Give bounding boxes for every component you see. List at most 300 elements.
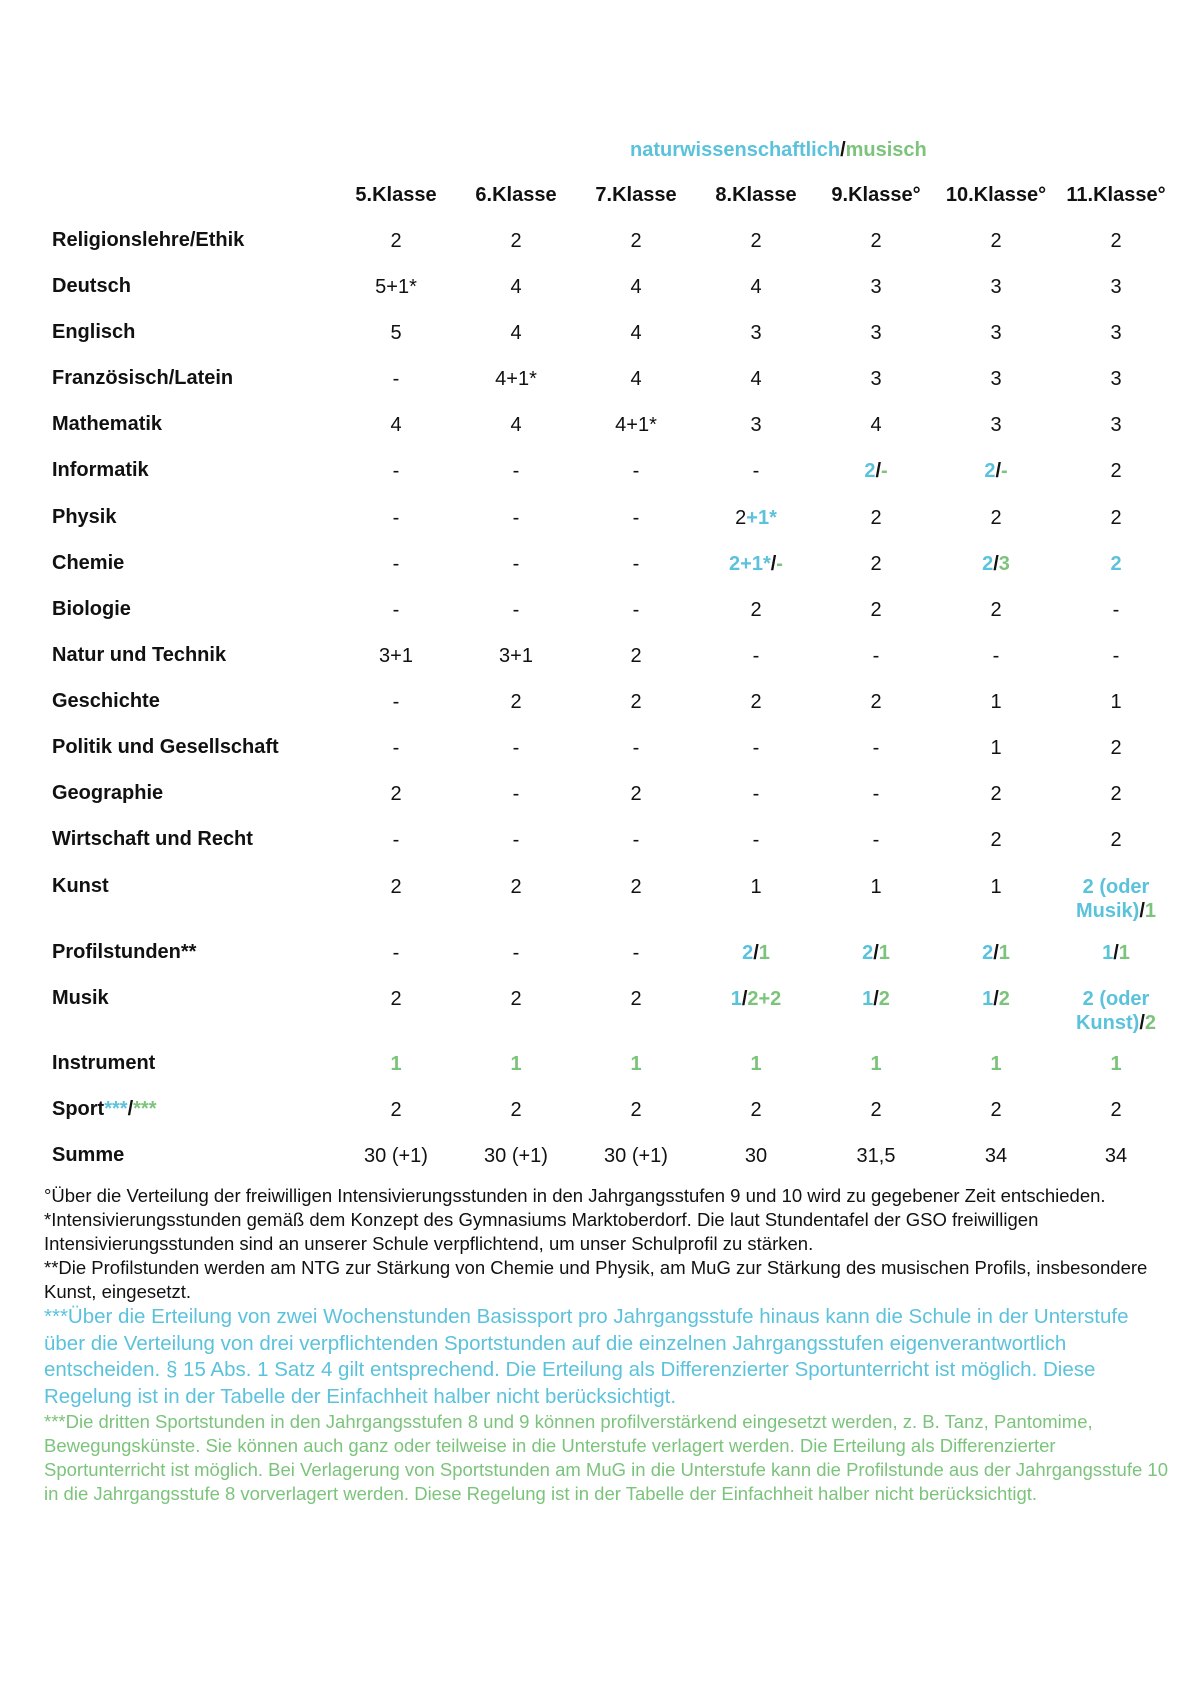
cell-klasse-8 xyxy=(696,828,816,852)
subject-name: Profilstunden** xyxy=(52,941,197,963)
cell-klasse-7 xyxy=(576,1098,696,1122)
subject-label xyxy=(52,367,352,390)
cell-klasse-9 xyxy=(816,459,936,483)
cell-klasse-7 xyxy=(576,1052,696,1076)
cell-klasse-9 xyxy=(816,782,936,806)
column-header-5: 5.Klasse xyxy=(355,184,437,206)
cell-value: 1 xyxy=(870,876,882,898)
cell-value: - xyxy=(392,829,400,851)
cell-klasse-10 xyxy=(936,736,1056,760)
subject-name: Physik xyxy=(52,506,117,528)
cell-klasse-5 xyxy=(336,552,456,576)
subject-name: Französisch/Latein xyxy=(52,367,234,389)
subject-label xyxy=(52,828,352,851)
cell-klasse-7 xyxy=(576,506,696,530)
cell-klasse-9 xyxy=(816,1052,936,1076)
cell-klasse-6 xyxy=(456,459,576,483)
cell-value: 2 xyxy=(870,691,882,713)
cell-klasse-11 xyxy=(1056,321,1176,345)
cell-value: - xyxy=(512,599,520,621)
cell-value: 2 xyxy=(870,599,882,621)
cell-klasse-8 xyxy=(696,275,816,299)
cell-value: 4+1* xyxy=(495,368,537,390)
subject-suffix-green: *** xyxy=(133,1098,157,1120)
cell-value: 1 xyxy=(998,942,1010,964)
cell-value: - xyxy=(632,737,640,759)
cell-klasse-10 xyxy=(936,941,1056,965)
cell-value: - xyxy=(752,829,760,851)
cell-value: 5 xyxy=(390,322,402,344)
cell-klasse-9 xyxy=(816,321,936,345)
cell-value: 2 xyxy=(750,1099,762,1121)
cell-value: 1 xyxy=(1144,900,1157,922)
subject-label xyxy=(52,782,352,805)
subject-name: Kunst xyxy=(52,875,109,897)
cell-klasse-6 xyxy=(456,413,576,437)
cell-klasse-11 xyxy=(1056,875,1176,923)
cell-value: - xyxy=(392,460,400,482)
cell-value: / xyxy=(1139,900,1145,922)
cell-value: - xyxy=(512,553,520,575)
cell-klasse-8 xyxy=(696,367,816,391)
cell-value: / xyxy=(741,988,748,1010)
cell-value: 2 xyxy=(870,1099,882,1121)
subject-label xyxy=(52,690,352,713)
cell-value: - xyxy=(752,783,760,805)
cell-klasse-10 xyxy=(936,782,1056,806)
cell-value: 1 xyxy=(1118,942,1130,964)
cell-value: 2 xyxy=(1110,230,1122,252)
cell-value: 2 xyxy=(990,507,1002,529)
cell-value: - xyxy=(392,737,400,759)
cell-value: - xyxy=(512,460,520,482)
cell-klasse-9 xyxy=(816,875,936,899)
cell-klasse-10 xyxy=(936,413,1056,437)
cell-klasse-11 xyxy=(1056,229,1176,253)
cell-klasse-10 xyxy=(936,828,1056,852)
cell-value: - xyxy=(1112,599,1120,621)
column-header-9: 9.Klasse° xyxy=(831,184,921,206)
cell-value: / xyxy=(873,988,879,1010)
cell-value: 2 xyxy=(990,783,1002,805)
cell-klasse-11 xyxy=(1056,459,1176,483)
cell-value: 2 xyxy=(864,460,876,482)
cell-klasse-8 xyxy=(696,875,816,899)
footnote-triple-star-green: ***Die dritten Sportstunden in den Jahrgangsstufen 8 und 9 können profilverstärkend eingesetzt werden, z. B. Tanz, Pantomime, Bewegungskünste. Sie können auch ganz oder teilweise in die Unterstufe verlagert werden. Die Erteilung als Differenzierter Sportunterricht ist möglich. Bei Verlagerung von Sportstunden am MuG in die Unterstufe kann die Profilstunde aus der Jahrgangsstufe 10 in die Jahrgangsstufe 8 vorverlagert werden. Diese Regelung ist in der Tabelle der Einfachheit halber nicht berücksichtigt. xyxy=(44,1411,1168,1504)
cell-klasse-8 xyxy=(696,644,816,668)
subject-name: Religionslehre/Ethik xyxy=(52,229,245,251)
cell-value: 2 xyxy=(630,691,642,713)
cell-value: - xyxy=(992,645,1000,667)
cell-value: / xyxy=(753,942,759,964)
cell-klasse-11 xyxy=(1056,275,1176,299)
subject-name: Politik und Gesellschaft xyxy=(52,736,279,758)
cell-klasse-7 xyxy=(576,875,696,899)
cell-value: 2 xyxy=(630,783,642,805)
legend-musisch: musisch xyxy=(845,139,927,161)
cell-klasse-11 xyxy=(1056,690,1176,714)
cell-klasse-5 xyxy=(336,413,456,437)
subject-name: Summe xyxy=(52,1144,125,1166)
cell-klasse-9 xyxy=(816,690,936,714)
cell-value: / xyxy=(993,942,999,964)
cell-value: - xyxy=(392,942,400,964)
cell-klasse-8 xyxy=(696,598,816,622)
cell-value: 2 xyxy=(1144,1012,1156,1034)
cell-value: 2 xyxy=(510,876,522,898)
cell-klasse-11 xyxy=(1056,828,1176,852)
cell-value: 2 xyxy=(390,230,402,252)
cell-klasse-9 xyxy=(816,229,936,253)
cell-value: - xyxy=(632,829,640,851)
cell-klasse-9 xyxy=(816,828,936,852)
cell-value: 4 xyxy=(510,322,522,344)
cell-klasse-11 xyxy=(1056,1098,1176,1122)
cell-value: 3 xyxy=(750,322,762,344)
cell-value: 1 xyxy=(990,876,1002,898)
cell-value: / xyxy=(770,553,777,575)
cell-klasse-5 xyxy=(336,229,456,253)
cell-klasse-9 xyxy=(816,1098,936,1122)
cell-klasse-9 xyxy=(816,552,936,576)
subject-label xyxy=(52,1052,352,1075)
cell-klasse-8 xyxy=(696,552,816,576)
cell-klasse-11 xyxy=(1056,987,1176,1035)
cell-value: 4 xyxy=(510,414,522,436)
cell-value: 2 (oder Kunst) xyxy=(1075,988,1150,1034)
cell-klasse-8 xyxy=(696,690,816,714)
subject-name: Sport xyxy=(52,1098,105,1120)
cell-value: - xyxy=(632,553,640,575)
cell-klasse-6 xyxy=(456,552,576,576)
cell-value: - xyxy=(512,942,520,964)
cell-value: 1 xyxy=(870,1053,882,1075)
column-header-row xyxy=(0,184,1200,214)
cell-klasse-10 xyxy=(936,229,1056,253)
cell-klasse-5 xyxy=(336,459,456,483)
cell-klasse-6 xyxy=(456,828,576,852)
subject-suffix-separator: / xyxy=(127,1098,134,1120)
cell-value: 1 xyxy=(750,876,762,898)
cell-value: 2 xyxy=(630,230,642,252)
cell-value: - xyxy=(392,691,400,713)
cell-value: 4 xyxy=(630,276,642,298)
cell-value: - xyxy=(512,829,520,851)
subject-label xyxy=(52,506,352,529)
subject-suffix-blue: *** xyxy=(104,1098,128,1120)
cell-klasse-11 xyxy=(1056,1052,1176,1076)
cell-value: 30 (+1) xyxy=(604,1145,668,1167)
subject-name: Wirtschaft und Recht xyxy=(52,828,253,850)
cell-klasse-10 xyxy=(936,875,1056,899)
subject-label xyxy=(52,459,352,482)
cell-value: 1 xyxy=(750,1053,762,1075)
cell-value: - xyxy=(752,737,760,759)
cell-klasse-10 xyxy=(936,644,1056,668)
cell-value: 2 xyxy=(982,553,994,575)
cell-value: / xyxy=(993,553,999,575)
cell-klasse-5 xyxy=(336,875,456,899)
cell-value: 1 xyxy=(630,1053,642,1075)
cell-value: 3 xyxy=(750,414,762,436)
cell-klasse-7 xyxy=(576,1144,696,1168)
cell-value: - xyxy=(1001,460,1008,482)
cell-value: 3 xyxy=(990,368,1002,390)
cell-klasse-5 xyxy=(336,1144,456,1168)
cell-klasse-10 xyxy=(936,987,1056,1011)
cell-value: 2 xyxy=(1110,460,1122,482)
cell-klasse-6 xyxy=(456,875,576,899)
cell-value: 31,5 xyxy=(856,1145,896,1167)
cell-value: 2 xyxy=(870,553,882,575)
cell-value: - xyxy=(632,942,640,964)
cell-value: 1 xyxy=(1102,942,1114,964)
cell-klasse-5 xyxy=(336,736,456,760)
cell-klasse-8 xyxy=(696,736,816,760)
cell-value: 2 xyxy=(1110,783,1122,805)
cell-klasse-5 xyxy=(336,321,456,345)
cell-value: / xyxy=(873,942,879,964)
cell-value: 1 xyxy=(730,988,742,1010)
cell-klasse-11 xyxy=(1056,644,1176,668)
cell-klasse-10 xyxy=(936,506,1056,530)
cell-klasse-5 xyxy=(336,941,456,965)
cell-klasse-11 xyxy=(1056,598,1176,622)
cell-klasse-5 xyxy=(336,1052,456,1076)
cell-value: 1 xyxy=(862,988,874,1010)
cell-value: 1 xyxy=(390,1053,402,1075)
cell-value: / xyxy=(875,460,881,482)
cell-value: 2 xyxy=(750,230,762,252)
cell-klasse-5 xyxy=(336,1098,456,1122)
subject-name: Geographie xyxy=(52,782,164,804)
cell-klasse-11 xyxy=(1056,506,1176,530)
cell-value: 2 xyxy=(1110,1099,1122,1121)
cell-value: 3 xyxy=(1110,322,1122,344)
cell-value: 3 xyxy=(870,322,882,344)
cell-value: 2+2 xyxy=(747,988,782,1010)
cell-klasse-8 xyxy=(696,1144,816,1168)
column-header-6: 6.Klasse xyxy=(475,184,557,206)
subject-name: Chemie xyxy=(52,552,125,574)
cell-value: 2 xyxy=(1110,507,1122,529)
cell-klasse-6 xyxy=(456,367,576,391)
subject-label xyxy=(52,875,352,898)
cell-klasse-5 xyxy=(336,367,456,391)
cell-klasse-6 xyxy=(456,275,576,299)
cell-klasse-7 xyxy=(576,367,696,391)
cell-klasse-11 xyxy=(1056,552,1176,576)
cell-value: 30 (+1) xyxy=(364,1145,428,1167)
cell-klasse-10 xyxy=(936,552,1056,576)
cell-value: 2 xyxy=(390,783,402,805)
cell-klasse-5 xyxy=(336,690,456,714)
cell-value: 2 xyxy=(630,876,642,898)
profile-legend xyxy=(630,139,930,162)
column-header-7: 7.Klasse xyxy=(595,184,677,206)
cell-klasse-9 xyxy=(816,941,936,965)
cell-value: - xyxy=(632,507,640,529)
cell-klasse-10 xyxy=(936,1052,1056,1076)
subject-label xyxy=(52,1098,352,1121)
cell-klasse-7 xyxy=(576,828,696,852)
cell-value: 3 xyxy=(1110,368,1122,390)
cell-klasse-7 xyxy=(576,941,696,965)
subject-name: Biologie xyxy=(52,598,131,620)
cell-klasse-9 xyxy=(816,1144,936,1168)
cell-value: - xyxy=(392,599,400,621)
cell-value: - xyxy=(632,599,640,621)
cell-klasse-5 xyxy=(336,644,456,668)
cell-value: 2 xyxy=(990,1099,1002,1121)
cell-klasse-6 xyxy=(456,321,576,345)
cell-klasse-11 xyxy=(1056,941,1176,965)
cell-klasse-9 xyxy=(816,506,936,530)
cell-value: 3 xyxy=(998,553,1010,575)
cell-value: 4 xyxy=(630,322,642,344)
cell-value: 2 xyxy=(510,230,522,252)
column-header-10: 10.Klasse° xyxy=(945,184,1047,206)
cell-klasse-10 xyxy=(936,275,1056,299)
cell-klasse-6 xyxy=(456,941,576,965)
cell-klasse-5 xyxy=(336,987,456,1011)
cell-value: - xyxy=(512,737,520,759)
cell-value: 34 xyxy=(984,1145,1008,1167)
cell-value: 1 xyxy=(982,988,994,1010)
cell-klasse-10 xyxy=(936,367,1056,391)
cell-value: 2 xyxy=(742,942,754,964)
cell-value: - xyxy=(512,507,520,529)
cell-value: 30 (+1) xyxy=(484,1145,548,1167)
cell-value: 4 xyxy=(750,368,762,390)
cell-klasse-10 xyxy=(936,459,1056,483)
cell-klasse-8 xyxy=(696,987,816,1011)
cell-value: 2 xyxy=(990,599,1002,621)
cell-klasse-8 xyxy=(696,459,816,483)
cell-klasse-5 xyxy=(336,506,456,530)
legend-separator: / xyxy=(840,139,846,161)
cell-value: / xyxy=(1113,942,1119,964)
cell-klasse-8 xyxy=(696,229,816,253)
cell-klasse-8 xyxy=(696,782,816,806)
subject-name: Informatik xyxy=(52,459,149,481)
cell-value: - xyxy=(392,553,400,575)
cell-value: - xyxy=(776,553,783,575)
cell-klasse-6 xyxy=(456,782,576,806)
cell-value: 3 xyxy=(870,276,882,298)
cell-klasse-6 xyxy=(456,506,576,530)
cell-value: 2 (oder Musik) xyxy=(1075,876,1150,922)
cell-klasse-8 xyxy=(696,1052,816,1076)
cell-value: - xyxy=(632,460,640,482)
cell-value: 1 xyxy=(758,942,770,964)
subject-label xyxy=(52,229,352,252)
cell-klasse-6 xyxy=(456,1098,576,1122)
cell-klasse-7 xyxy=(576,690,696,714)
cell-klasse-9 xyxy=(816,598,936,622)
cell-value: 1 xyxy=(878,942,890,964)
cell-value: 2+1* xyxy=(729,553,771,575)
cell-value: 1 xyxy=(990,691,1002,713)
cell-value: / xyxy=(993,988,999,1010)
cell-value: 3 xyxy=(990,276,1002,298)
subject-label xyxy=(52,321,352,344)
cell-value: 1 xyxy=(510,1053,522,1075)
subject-label xyxy=(52,736,352,759)
cell-klasse-11 xyxy=(1056,413,1176,437)
cell-klasse-7 xyxy=(576,598,696,622)
column-header-11: 11.Klasse° xyxy=(1066,184,1166,206)
cell-klasse-11 xyxy=(1056,736,1176,760)
cell-klasse-10 xyxy=(936,598,1056,622)
subject-label xyxy=(52,552,352,575)
subject-label xyxy=(52,413,352,436)
cell-klasse-6 xyxy=(456,1052,576,1076)
cell-value: 1 xyxy=(990,737,1002,759)
subject-label xyxy=(52,987,352,1010)
cell-value: 2 xyxy=(510,1099,522,1121)
cell-value: - xyxy=(392,507,400,529)
cell-klasse-10 xyxy=(936,321,1056,345)
cell-value: - xyxy=(872,645,880,667)
cell-value: +1* xyxy=(746,507,777,529)
cell-klasse-10 xyxy=(936,1098,1056,1122)
cell-klasse-6 xyxy=(456,1144,576,1168)
cell-value: 2 xyxy=(990,829,1002,851)
cell-value: 5+1* xyxy=(375,276,417,298)
cell-value: 4 xyxy=(750,276,762,298)
subject-name: Natur und Technik xyxy=(52,644,227,666)
cell-klasse-5 xyxy=(336,275,456,299)
cell-klasse-7 xyxy=(576,229,696,253)
cell-klasse-7 xyxy=(576,321,696,345)
subject-label xyxy=(52,644,352,667)
cell-value: 4 xyxy=(510,276,522,298)
cell-klasse-8 xyxy=(696,413,816,437)
subject-name: Mathematik xyxy=(52,413,163,435)
column-header-8: 8.Klasse xyxy=(715,184,797,206)
cell-value: / xyxy=(995,460,1001,482)
cell-value: - xyxy=(752,645,760,667)
footnote-star: *Intensivierungsstunden gemäß dem Konzept des Gymnasiums Marktoberdorf. Die laut Stundentafel der GSO freiwilligen Intensivierungsstunden sind an unserer Schule verpflichtend, um unser Schulprofil zu stärken. xyxy=(44,1209,1039,1254)
cell-value: 1 xyxy=(1110,1053,1122,1075)
subject-label xyxy=(52,275,352,298)
cell-klasse-8 xyxy=(696,1098,816,1122)
cell-value: 34 xyxy=(1104,1145,1128,1167)
cell-klasse-7 xyxy=(576,552,696,576)
cell-value: 2 xyxy=(630,1099,642,1121)
subject-name: Geschichte xyxy=(52,690,160,712)
cell-value: 2 xyxy=(630,988,642,1010)
cell-klasse-6 xyxy=(456,644,576,668)
cell-value: 2 xyxy=(870,507,882,529)
cell-value: 2 xyxy=(1110,737,1122,759)
cell-value: 4 xyxy=(630,368,642,390)
footnotes xyxy=(44,1184,1174,1506)
cell-value: 4+1* xyxy=(615,414,657,436)
cell-klasse-7 xyxy=(576,987,696,1011)
subject-name: Musik xyxy=(52,987,109,1009)
cell-value: 2 xyxy=(735,507,747,529)
cell-klasse-5 xyxy=(336,782,456,806)
cell-value: 1 xyxy=(990,1053,1002,1075)
cell-value: / xyxy=(1139,1012,1145,1034)
cell-value: 1 xyxy=(1110,691,1122,713)
cell-value: 2 xyxy=(990,230,1002,252)
cell-klasse-10 xyxy=(936,690,1056,714)
cell-value: 2 xyxy=(984,460,996,482)
cell-klasse-6 xyxy=(456,987,576,1011)
